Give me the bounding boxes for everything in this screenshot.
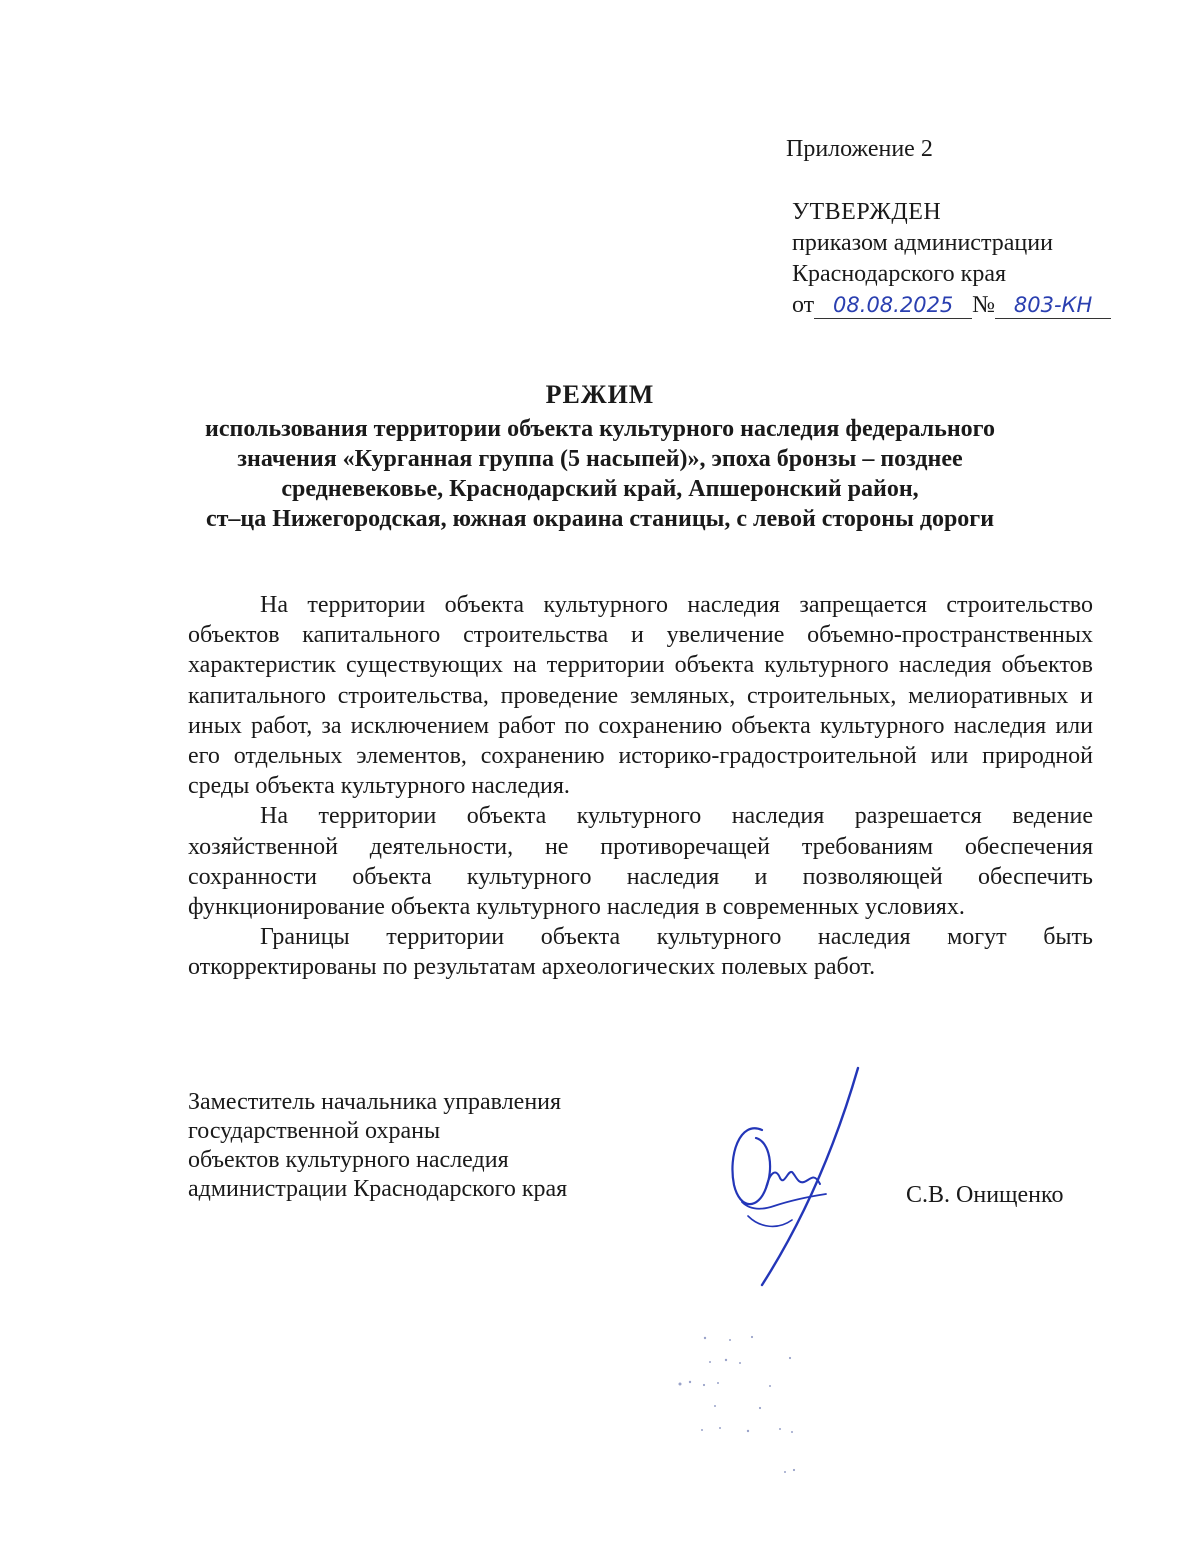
subtitle-line: средневековье, Краснодарский край, Апшеронский район, [281,476,919,502]
order-number: 803-КН [995,292,1111,319]
body-paragraph: На территории объекта культурного наследия разрешается ведение хозяйственной деятельности, не противоречащей требованиям обеспечения сохранности объекта культурного наследия и позволяющей обеспечить функционирование объекта культурного наследия в современных условиях. [188,803,1093,921]
subtitle-line: использования территории объекта культурного наследия федерального [205,416,995,442]
approval-block [792,197,1111,321]
signer-position [188,1088,567,1204]
subtitle-line: ст–ца Нижегородская, южная окраина станицы, с левой стороны дороги [205,506,995,532]
approval-title: УТВЕРЖДЕН [792,199,942,225]
document-subtitle [150,414,1050,534]
document-title: РЕЖИМ [545,380,655,409]
order-from-prefix: от [792,292,815,318]
body-paragraph: Границы территории объекта культурного наследия могут быть откорректированы по результатам археологических полевых работ. [188,924,1093,981]
subtitle-line: значения «Курганная группа (5 насыпей)», эпоха бронзы – позднее [237,446,963,472]
document-heading [150,380,1050,534]
faint-stamp-marks [660,1330,960,1480]
approval-line-1: приказом администрации [792,230,1053,256]
body-paragraph: На территории объекта культурного наследия запрещается строительство объектов капитального строительства и увеличение объемно-пространственных характеристик существующих на территории объекта культурного наследия объектов капитального строительства, проведение земляных, строительных, мелиоративных и иных работ, за исключением работ по сохранению объекта культурного наследия или его отдельных элементов, сохранению историко-градостроительной или природной среды объекта культурного наследия. [188,592,1093,800]
appendix-label: Приложение 2 [786,136,933,162]
order-line [792,290,1111,321]
signer-position-line: Заместитель начальника управления [188,1089,562,1115]
signer-position-line: государственной охраны [188,1118,441,1144]
order-date: 08.08.2025 [814,292,972,319]
document-body [188,590,1093,983]
signer-name: С.В. Онищенко [906,1182,1064,1208]
signer-position-line: администрации Краснодарского края [188,1176,568,1202]
approval-line-2: Краснодарского края [792,261,1007,287]
handwritten-signature [700,1060,900,1300]
signer-position-line: объектов культурного наследия [188,1147,509,1173]
order-number-sign: № [972,292,996,318]
